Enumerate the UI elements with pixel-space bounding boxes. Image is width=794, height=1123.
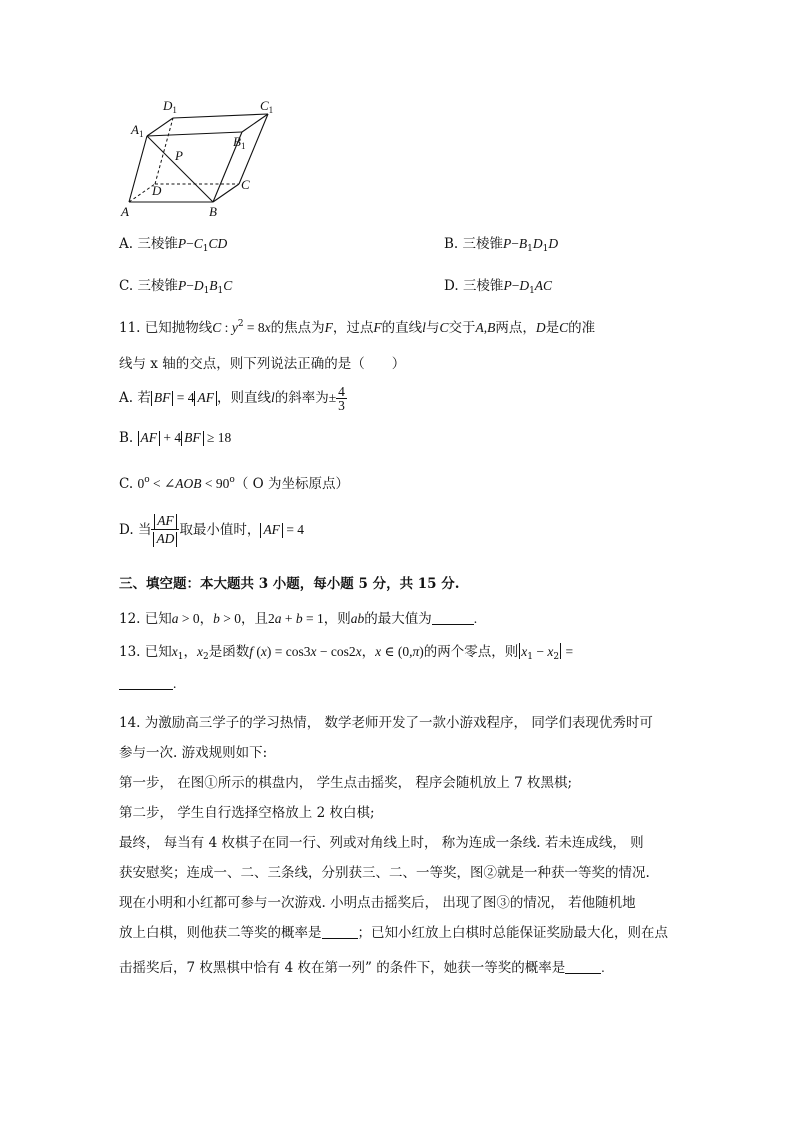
label-d: D <box>152 183 162 198</box>
q13-answer-line: . <box>119 676 176 692</box>
parallelepiped-figure <box>112 92 287 222</box>
q14-line4: 第二步， 学生自行选择空格放上 2 枚白棋; <box>119 805 375 821</box>
hidden-edge-d-d1 <box>155 118 173 184</box>
label-c: C <box>241 177 250 192</box>
label-a1: $A_1$ <box>131 122 144 139</box>
edge-a-a1 <box>129 136 147 202</box>
q11-stem-line2: 线与 x 轴的交点，则下列说法正确的是（ ） <box>119 356 406 372</box>
label-b: B <box>209 204 217 219</box>
q14-line7: 现在小明和小红都可参与一次游戏. 小明点击摇奖后， 出现了图③的情况， 若他随机地 <box>119 895 636 911</box>
q14-answer-blank-1[interactable] <box>322 927 358 939</box>
edge-c1-d1 <box>173 114 268 118</box>
q14-line1: 14. 为激励高三学子的学习热情， 数学老师开发了一款小游戏程序， 同学们表现优秀时可 <box>119 715 653 731</box>
section-3-title: 三、填空题：本大题共 3 小题，每小题 5 分，共 15 分. <box>119 576 460 592</box>
q11-option-d[interactable]: D. 当 $\frac{AF}{AD}$ 取最小值时， AF = 4 <box>119 513 305 546</box>
q14-answer-blank-2[interactable] <box>565 962 601 974</box>
q14-line9: 击摇奖后，7 枚黑棋中恰有 4 枚在第一列” 的条件下，她获一等奖的概率是 . <box>119 960 605 976</box>
q11-option-b[interactable]: B. AF + 4 BF ≥ 18 <box>119 430 232 446</box>
q10-option-c[interactable]: C. 三棱锥$P-D_1B_1C$ <box>119 278 233 296</box>
q10-option-a[interactable]: A. 三棱锥$P-C_1CD$ <box>119 236 228 254</box>
q14-line2: 参与一次. 游戏规则如下: <box>119 745 268 761</box>
q11-option-c[interactable]: C. $0^o$ < ∠AOB < $90^o$（ O 为坐标原点） <box>119 475 349 492</box>
label-c1: $C_1$ <box>260 98 274 115</box>
q12-answer-blank[interactable] <box>432 613 474 625</box>
edge-d1-a1 <box>147 118 173 136</box>
label-d1: $D_1$ <box>163 98 177 115</box>
label-a: A <box>121 204 129 219</box>
q10-option-b[interactable]: B. 三棱锥$P-B_1D_1D$ <box>444 236 559 254</box>
edge-a1-b1 <box>147 132 242 136</box>
q10-option-d[interactable]: D. 三棱锥$P-D_1AC$ <box>444 278 553 296</box>
label-p: P <box>175 148 183 163</box>
label-b1: $B_1$ <box>233 134 246 151</box>
q11-option-a[interactable]: A. 若 BF = 4 AF ，则直线l的斜率为± $\frac{4}{3}$ <box>119 383 345 413</box>
q14-line8: 放上白棋，则他获二等奖的概率是 ；已知小红放上白棋时总能保证奖励最大化，则在点 <box>119 925 668 941</box>
q11-stem-line1: 11. 已知抛物线C : $y^2 = 8x$的焦点为F，过点F的直线l与C交于A,B两点，D是C的准 <box>119 319 596 336</box>
q14-line5: 最终， 每当有 4 枚棋子在同一行、列或对角线上时， 称为连成一条线. 若未连成线， 则 <box>119 835 644 851</box>
q14-line6: 获安慰奖；连成一、二、三条线，分别获三、二、一等奖，图②就是一种获一等奖的情况. <box>119 865 650 881</box>
q13-stem: 13. 已知$x_1$，$x_2$是函数f (x) = cos3x − cos2x，x ∈ (0,π)的两个零点，则 $x_1 - x_2$ = <box>119 644 574 662</box>
q14-line3: 第一步， 在图①所示的棋盘内， 学生点击摇奖， 程序会随机放上 7 枚黑棋; <box>119 775 573 791</box>
q12-stem: 12. 已知a > 0，b > 0，且2a + b = 1，则ab的最大值为 . <box>119 611 478 627</box>
q13-answer-blank[interactable] <box>119 678 173 690</box>
